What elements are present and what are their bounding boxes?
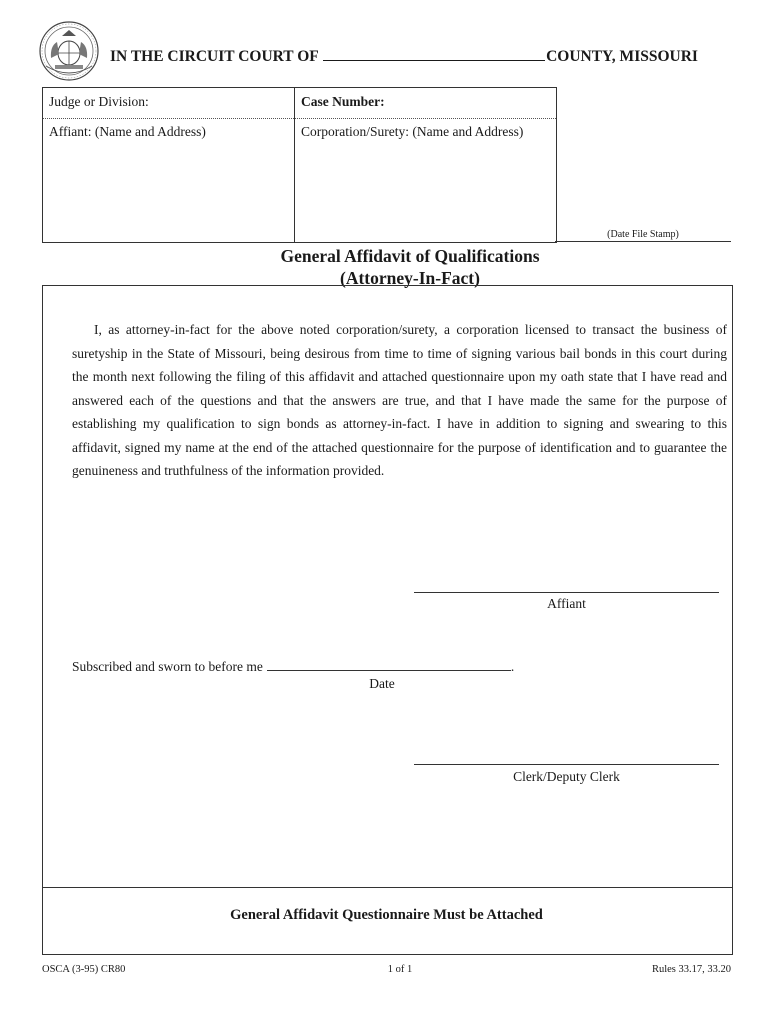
title-line-2: (Attorney-In-Fact) — [340, 268, 480, 288]
sworn-period: . — [510, 659, 515, 674]
title-line-1: General Affidavit of Qualifications — [280, 246, 540, 266]
clerk-deputy-label: Clerk/Deputy Clerk — [513, 769, 620, 784]
affiant-label-caption: Affiant — [547, 596, 586, 611]
caption-horizontal-divider — [43, 118, 556, 119]
questionnaire-notice: General Affidavit Questionnaire Must be Attached — [230, 907, 543, 923]
sworn-text: Subscribed and sworn to before me — [72, 659, 263, 674]
clerk-signature-line[interactable] — [414, 764, 719, 765]
caption-vertical-divider — [294, 88, 295, 242]
caption-box — [42, 87, 557, 243]
judge-division-label: Judge or Division: — [49, 94, 149, 109]
missouri-state-seal — [38, 20, 100, 82]
body-divider — [43, 887, 732, 888]
document-title — [200, 245, 620, 289]
sworn-date-blank[interactable] — [267, 658, 511, 671]
rules-reference: Rules 33.17, 33.20 — [651, 964, 731, 975]
sworn-statement — [72, 658, 514, 675]
corporation-surety-label: Corporation/Surety: (Name and Address) — [301, 124, 524, 139]
court-suffix: COUNTY, MISSOURI — [546, 48, 698, 65]
court-heading — [110, 46, 698, 66]
date-file-stamp-label: (Date File Stamp) — [607, 229, 679, 240]
date-label: Date — [369, 676, 395, 691]
court-prefix: IN THE CIRCUIT COURT OF — [110, 48, 319, 65]
date-stamp-line — [555, 241, 731, 242]
county-blank[interactable] — [323, 46, 545, 61]
affiant-label: Affiant: (Name and Address) — [49, 124, 206, 139]
affidavit-paragraph: I, as attorney-in-fact for the above noted corporation/surety, a corporation licensed to transact the business of suretyship in the State of Missouri, being desirous from time to time of signing various bail bonds in this court during the month next following the filing of this affidavit and attached questionnaire upon my oath state that I have read and answered each of the questions and that the answers are true, and that I have made the same for the purpose of establishing my qualification to sign bonds as attorney-in-fact. I have in addition to signing and swearing to this affidavit, signed my name at the end of the attached questionnaire for the purpose of identification and to guarantee the genuineness and truthfulness of the information provided. — [72, 322, 727, 478]
affiant-signature-line[interactable] — [414, 592, 719, 593]
case-number-label: Case Number: — [301, 94, 385, 109]
page-number: 1 of 1 — [387, 964, 413, 975]
form-identifier: OSCA (3-95) CR80 — [42, 964, 126, 975]
